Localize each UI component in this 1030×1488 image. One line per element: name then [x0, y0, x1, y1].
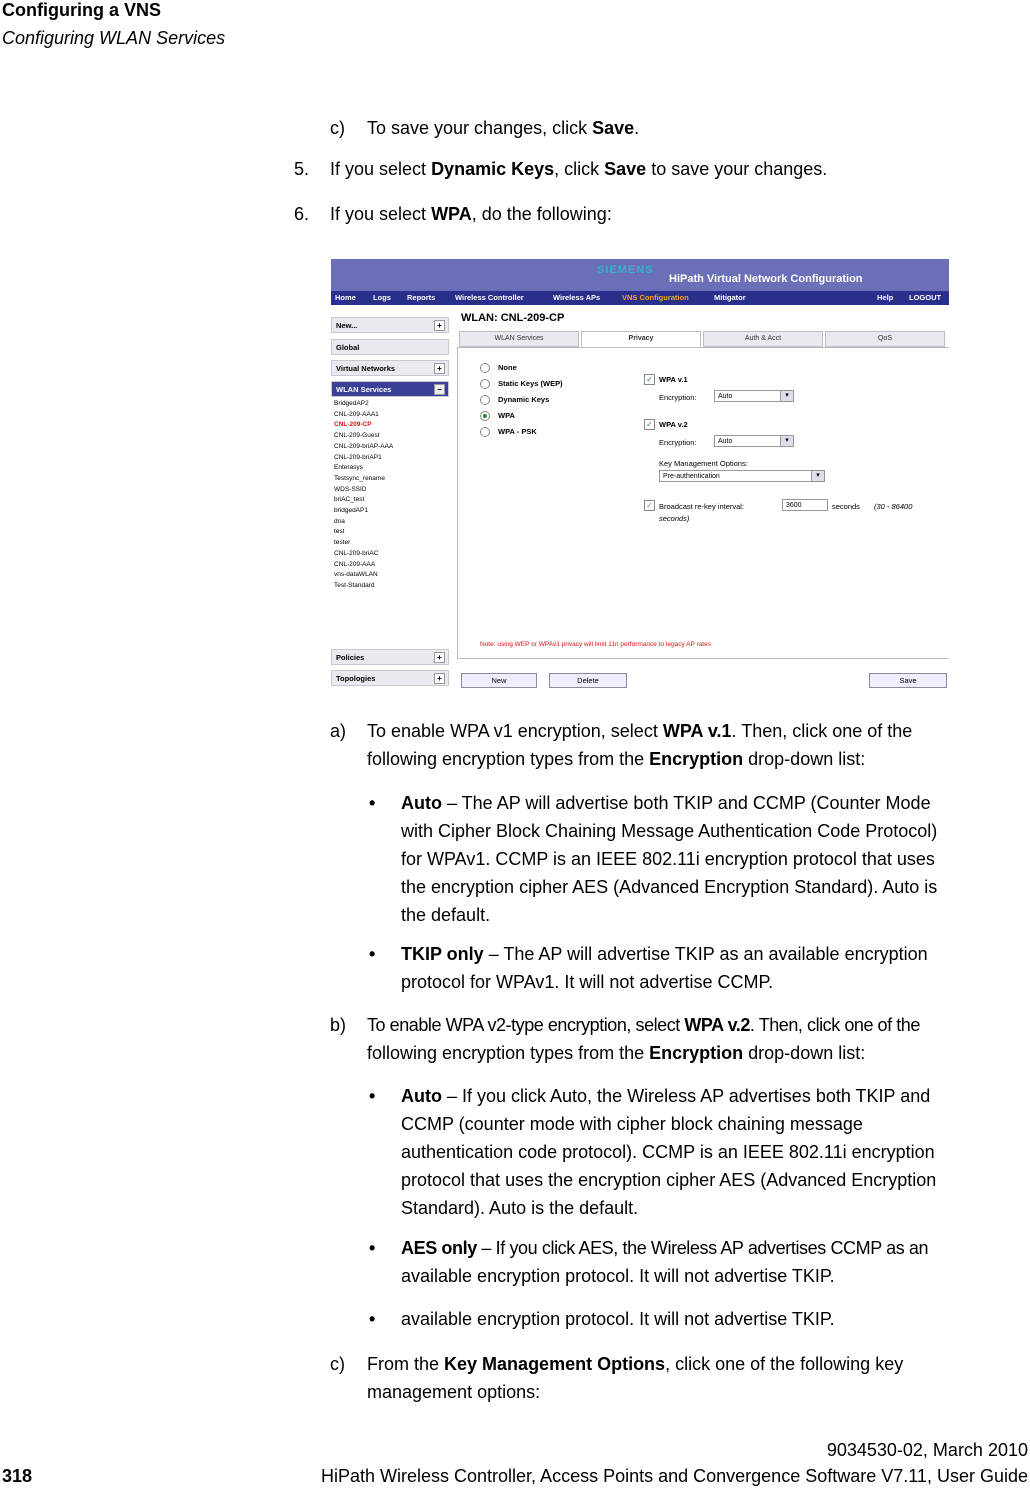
wlan-list-item[interactable]: CNL-209-AAA	[334, 560, 376, 568]
rekey-label: Broadcast re-key interval:	[659, 502, 745, 511]
wlan-list-item[interactable]: test	[334, 528, 345, 536]
wpa-v2-checkbox[interactable]: ✓	[644, 419, 655, 430]
wpa-v2-encryption-select[interactable]: Auto ▾	[714, 435, 794, 447]
wlan-list-item[interactable]: briAC_test	[334, 496, 365, 504]
expand-plus-icon[interactable]: +	[434, 652, 445, 663]
wlan-list-item[interactable]: CNL-209-CP	[334, 421, 372, 429]
sidebar-wlan-services[interactable]: WLAN Services −	[331, 381, 449, 397]
step-b-text: To enable WPA v2-type encryption, select WPA v.2. Then, click one of the following encryption types from the Encryption drop-down list:	[367, 1015, 920, 1063]
wlan-list-item[interactable]: tester	[334, 539, 351, 547]
step-a-tkip-item: TKIP only – The AP will advertise TKIP as an available encryption protocol for WPAv1. It will not advertise CCMP.	[401, 944, 928, 992]
step-5-label: 5.	[294, 159, 310, 179]
radio-wpa-label: WPA	[498, 411, 515, 420]
sidebar-policies[interactable]: Policies +	[331, 649, 449, 665]
bullet-icon: •	[369, 793, 376, 813]
tab-qos[interactable]: QoS	[825, 331, 945, 347]
save-button[interactable]: Save	[869, 673, 947, 688]
wlan-list-item[interactable]: Enterasys	[334, 464, 363, 472]
nav-logout[interactable]: LOGOUT	[909, 293, 942, 302]
wlan-list-item[interactable]: CNL-209-AAA1	[334, 410, 379, 418]
main-panel	[457, 311, 949, 691]
app-title: HiPath Virtual Network Configuration	[669, 273, 863, 285]
section-header: Configuring WLAN Services	[2, 28, 226, 48]
rekey-checkbox[interactable]: ✓	[644, 500, 655, 511]
radio-wpa[interactable]	[480, 411, 490, 421]
tab-auth-acct[interactable]: Auth & Acct	[703, 331, 823, 347]
bullet-icon: •	[369, 1309, 376, 1329]
wpa-v1-checkbox[interactable]: ✓	[644, 374, 655, 385]
chapter-header: Configuring a VNS	[2, 0, 161, 20]
rekey-unit: seconds	[832, 502, 860, 511]
radio-none-label: None	[498, 363, 517, 372]
step-b-auto-item: Auto – If you click Auto, the Wireless AP advertises both TKIP and CCMP (counter mode with cipher block chaining message authentication code protocol). CCMP is an IEEE 802.11i encryption protocol that uses the encryption cipher AES (Advanced Encryption Standard). Auto is the default.	[401, 1086, 937, 1218]
step-6-label: 6.	[294, 204, 310, 224]
app-banner	[331, 259, 949, 291]
nav-reports[interactable]: Reports	[407, 293, 436, 302]
sidebar-topologies[interactable]: Topologies +	[331, 670, 449, 686]
key-management-label: Key Management Options:	[659, 459, 748, 468]
collapse-minus-icon[interactable]: −	[434, 384, 445, 395]
step-5-text: If you select Dynamic Keys, click Save to save your changes.	[330, 159, 828, 179]
rekey-interval-input[interactable]: 3600	[782, 499, 828, 511]
footer-title: HiPath Wireless Controller, Access Points and Convergence Software V7.11, User Guide	[320, 1466, 1028, 1486]
wlan-list-item[interactable]: dna	[334, 517, 345, 525]
bullet-icon: •	[369, 1086, 376, 1106]
tab-privacy[interactable]: Privacy	[581, 331, 701, 347]
page-number: 318	[2, 1466, 33, 1486]
delete-button[interactable]: Delete	[549, 673, 627, 688]
radio-wpa-psk[interactable]	[480, 427, 490, 437]
tab-bar	[457, 331, 949, 347]
wlan-list-item[interactable]: BridgedAP2	[334, 400, 369, 407]
radio-dynamic-keys-label: Dynamic Keys	[498, 395, 550, 404]
step-b-label: b)	[330, 1015, 347, 1035]
step-a-text: To enable WPA v1 encryption, select WPA v.1. Then, click one of the following encryption types from the Encryption drop-down list:	[367, 721, 913, 769]
radio-wpa-psk-label: WPA - PSK	[498, 427, 537, 436]
rekey-range-unit: seconds)	[659, 514, 690, 523]
step-c-save-text: To save your changes, click Save.	[367, 118, 640, 138]
wlan-list-item[interactable]: vns-dataWLAN	[334, 571, 378, 579]
wlan-list-item[interactable]: CNL-209-briAP1	[334, 453, 382, 461]
wpa-v1-label: WPA v.1	[659, 375, 688, 384]
privacy-panel	[457, 347, 949, 659]
chevron-down-icon: ▾	[780, 391, 793, 401]
expand-plus-icon[interactable]: +	[434, 363, 445, 374]
wlan-list-item[interactable]: CNL-209-Guest	[334, 432, 380, 440]
wlan-services-list	[334, 399, 393, 592]
step-b-aes-item: AES only – If you click AES, the Wireless AP advertises CCMP as an available encryption protocol. It will not advertise TKIP.	[401, 1238, 929, 1286]
wlan-title: WLAN: CNL-209-CP	[461, 312, 565, 324]
wlan-list-item[interactable]: Testsync_rename	[334, 474, 385, 482]
radio-static-keys-label: Static Keys (WEP)	[498, 379, 563, 388]
sidebar-virtual-networks[interactable]: Virtual Networks +	[331, 360, 449, 376]
step-c-key-text: From the Key Management Options, click one of the following key management options:	[367, 1354, 904, 1402]
wlan-list-item[interactable]: CNL-209-briAP-AAA	[334, 442, 394, 450]
siemens-logo: SIEMENS	[597, 264, 654, 276]
expand-plus-icon[interactable]: +	[434, 320, 445, 331]
radio-none[interactable]	[480, 363, 490, 373]
tab-wlan-services[interactable]: WLAN Services	[459, 331, 579, 347]
key-management-select[interactable]: Pre-authentication ▾	[659, 470, 825, 482]
footer-doc-id: 9034530-02, March 2010	[826, 1440, 1028, 1460]
expand-plus-icon[interactable]: +	[434, 673, 445, 684]
wpa-v2-encryption-label: Encryption:	[659, 438, 697, 447]
vns-privacy-screenshot	[331, 259, 949, 691]
step-b-repeat-item: available encryption protocol. It will not advertise TKIP.	[401, 1309, 835, 1329]
step-c-save-label: c)	[330, 118, 345, 138]
nav-mitigator[interactable]: Mitigator	[714, 293, 746, 302]
new-button[interactable]: New	[461, 673, 537, 688]
top-nav	[331, 291, 949, 305]
step-c-key-label: c)	[330, 1354, 345, 1374]
sidebar-new[interactable]: New... +	[331, 317, 449, 333]
sidebar-global[interactable]: Global	[331, 339, 449, 355]
radio-dynamic-keys[interactable]	[480, 395, 490, 405]
bullet-icon: •	[369, 1238, 376, 1258]
wpa-v1-encryption-label: Encryption:	[659, 393, 697, 402]
nav-vns-configuration[interactable]: VNS Configuration	[622, 293, 689, 302]
wlan-list-item[interactable]: Test-Standard	[334, 581, 375, 589]
wlan-list-item[interactable]: WDS-SSID	[334, 485, 367, 493]
rekey-range: (30 - 86400	[874, 502, 913, 511]
chevron-down-icon: ▾	[780, 436, 793, 446]
radio-static-keys[interactable]	[480, 379, 490, 389]
nav-wireless-aps[interactable]: Wireless APs	[553, 293, 601, 302]
step-a-auto-item: Auto – The AP will advertise both TKIP and CCMP (Counter Mode with Cipher Block Chaining Message Authentication Code Protocol) for WPAv1. CCMP is an IEEE 802.11i encryption protocol that uses the encryption cipher AES (Advanced Encryption Standard). Auto is the default.	[401, 793, 938, 925]
step-a-label: a)	[330, 721, 347, 741]
chevron-down-icon: ▾	[811, 471, 824, 481]
step-6-text: If you select WPA, do the following:	[330, 204, 612, 224]
nav-wireless-controller[interactable]: Wireless Controller	[455, 293, 524, 302]
nav-logs[interactable]: Logs	[373, 293, 391, 302]
wlan-list-item[interactable]: bridgedAP1	[334, 507, 368, 515]
wpa-v1-encryption-select[interactable]: Auto ▾	[714, 390, 794, 402]
sidebar	[331, 311, 449, 691]
bullet-icon: •	[369, 944, 376, 964]
privacy-note: Note: using WEP or WPAv1 privacy will limit 11n performance to legacy AP rates	[480, 641, 711, 648]
wlan-list-item[interactable]: CNL-209-briAC	[334, 549, 379, 557]
wpa-v2-label: WPA v.2	[659, 420, 688, 429]
nav-help[interactable]: Help	[877, 293, 894, 302]
nav-home[interactable]: Home	[335, 293, 356, 302]
